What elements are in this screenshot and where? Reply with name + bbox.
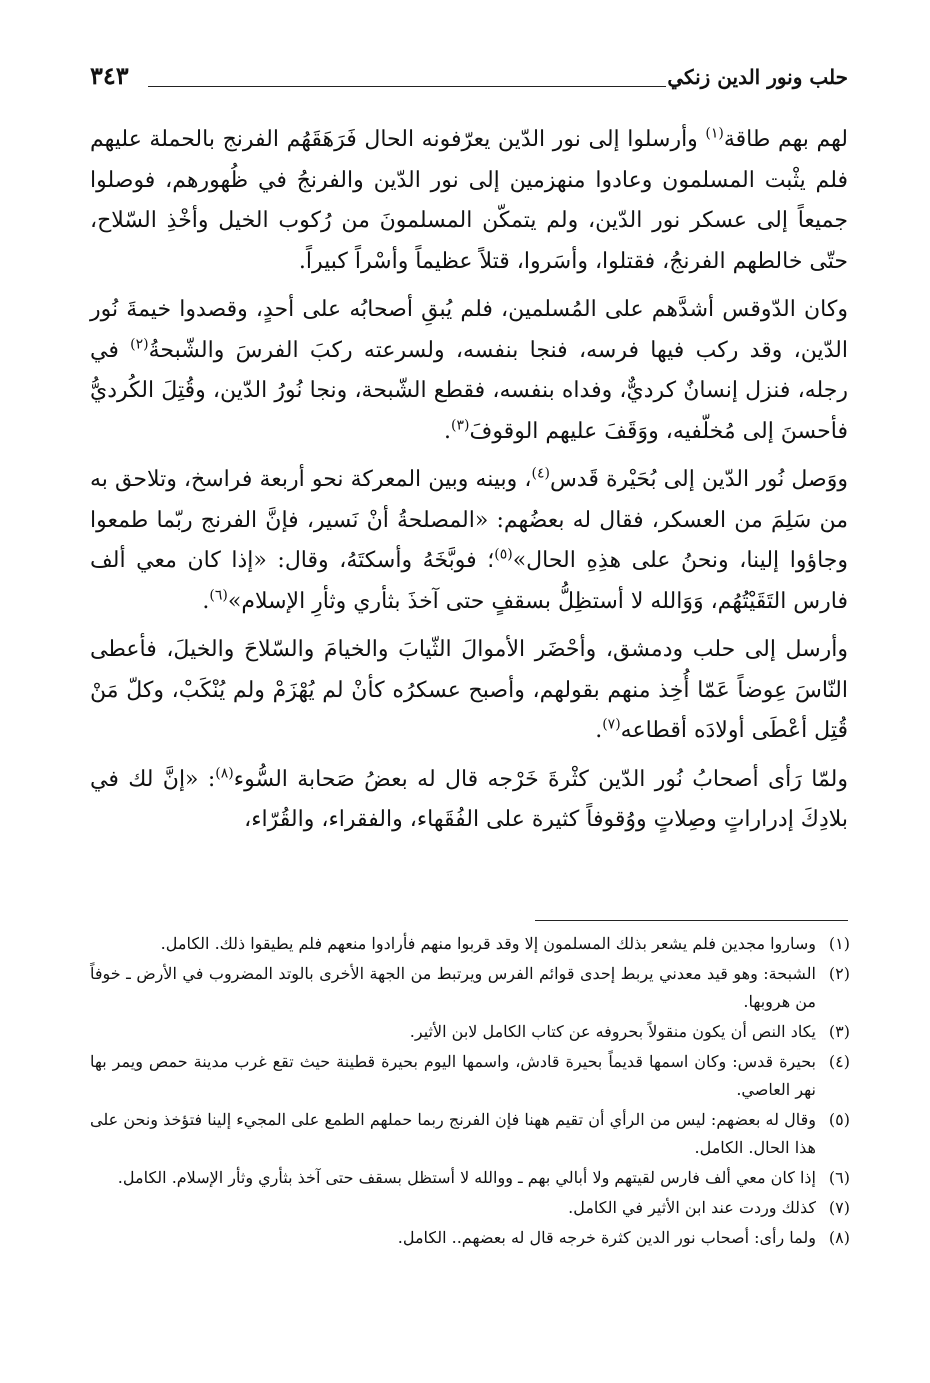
paragraph [90, 460, 848, 622]
footnote-text: وقال له بعضهم: ليس من الرأي أن تقيم ههنا فإن الفرنج ربما حملهم الطمع على المجيء إلينا فتؤخذ ونحن على هذا الحال. الكامل. [90, 1110, 816, 1157]
paragraph-text: ؛ فوبَّخَهُ وأسكتَهُ، وقال: «إذا كان معي ألف فارس التَقَيْتُهُم، وَوَالله لا أستظِلُّ بسقفٍ حتى آخذَ بثأري وثأرِ الإسلام» [90, 548, 848, 614]
footnote [90, 1048, 850, 1104]
paragraph-text: وأرسل إلى حلب ودمشق، وأحْضَر الأموالَ الثّيابَ والخيامَ والسّلاحَ والخيلَ، فأعطى النّاسَ عِوضاً عَمّا أُخِذ منهم بقولهم، وأصبح عسكرُه كأنْ لم يُهْزَمْ ولم يُنْكَبْ، وكلّ مَنْ قُتِل أعْطَى أولادَه أقطاعه [90, 637, 848, 743]
footnote-text: وساروا مجدين فلم يشعر بذلك المسلمون إلا وقد قربوا منهم فأرادوا منعهم فلم يطيقوا ذلك. الكامل. [160, 934, 816, 953]
footnotes [90, 930, 850, 1254]
running-title: حلب ونور الدين زنكي [667, 65, 848, 89]
footnote-text: بحيرة قدس: وكان اسمها قديماً بحيرة قادش، واسمها اليوم بحيرة قطينة حيث تقع غرب مدينة حمص ويمر بها نهر العاصي. [90, 1052, 816, 1099]
header-rule [148, 86, 666, 87]
footnote-number: (٧) [828, 1198, 850, 1217]
footnote-reference: (٢) [130, 336, 149, 353]
paragraph-text: ، وبينه وبين المعركة نحو أربعة فراسخ، وتلاحق به من سَلِمَ من العسكر، فقال له بعضُهم: «المصلحةُ أنْ نَسير، فإنَّ الفرنج ربّما طمعوا وجاؤوا إلينا، ونحنُ على هذِهِ الحال» [90, 467, 848, 573]
paragraph-text: في رجله، فنزل إنسانٌ كرديٌّ، وفداه بنفسه، فقطع الشّبحة، ونجا نُورُ الدّين، وقُتِلَ الكُرديُّ فأحسنَ إلى مُخلّفيه، ووَقَفَ عليهم الوقوفَ [90, 337, 848, 444]
footnote-reference: (٦) [209, 587, 228, 604]
paragraph-text: : «إنَّ لك في بلادِكَ إدراراتٍ وصِلاتٍ ووُقوفاً كثيرة على الفُقَهاء، والفقراء، والقُرّاء، [90, 766, 848, 832]
footnote [90, 1164, 850, 1192]
running-header [90, 62, 848, 98]
footnote [90, 960, 850, 1016]
paragraph [90, 290, 848, 452]
footnote-number: (١) [828, 934, 850, 953]
footnote-reference: (١) [705, 125, 724, 142]
paragraph [90, 120, 848, 282]
footnote-text: الشبحة: وهو قيد معدني يربط إحدى قوائم الفرس ويرتبط من الجهة الأخرى بالوتد المضروب في الأرض ـ خوفاً من هروبها. [90, 964, 817, 1011]
page-number: ٣٤٣ [90, 61, 129, 90]
footnote [90, 1194, 850, 1222]
footnote-reference: (٥) [494, 546, 513, 563]
footnote [90, 930, 850, 958]
paragraph-text: ووَصل نُور الدّين إلى بُحَيْرة قَدس [549, 467, 848, 492]
paragraph-text: ولمّا رَأى أصحابُ نُور الدّين كثْرةَ خَرْجه قال له بعضُ صَحابة السُّوء [233, 766, 849, 792]
paragraph [90, 760, 848, 841]
paragraph [90, 630, 848, 752]
footnote-text: ولما رأى: أصحاب نور الدين كثرة خرجه قال له بعضهم.. الكامل. [397, 1228, 816, 1247]
footnote-number: (٨) [828, 1228, 850, 1247]
paragraph-text: لهم بهم طاقة [723, 127, 848, 152]
paragraph-text: وأرسلوا إلى نور الدّين يعرّفونه الحال فَرَهَقَهُم الفرنج بالحملة عليهم فلم يثْبت المسلمون وعادوا منهزمين إلى نور الدّين والفرنجُ في ظُهورهم، فوصلوا جميعاً إلى عسكر نور الدّين، ولم يتمكّن المسلمونَ من رُكوب الخيل وأخْذِ السّلاح، حتّى خالطهم الفرنجُ، فقتلوا، وأسَروا، قتلاً عظيماً وأسْراً كبيراً. [90, 127, 848, 274]
footnote-separator [535, 920, 848, 921]
footnote-number: (٦) [828, 1168, 850, 1187]
footnote [90, 1018, 850, 1046]
paragraph-text: . [444, 418, 452, 444]
footnote-text: يكاد النص أن يكون منقولاً بحروفه عن كتاب الكامل لابن الأثير. [409, 1022, 816, 1041]
paragraph-text: . [595, 718, 603, 743]
footnote-reference: (٣) [451, 417, 470, 434]
footnote-reference: (٤) [531, 465, 550, 482]
paragraph-text: وكان الدّوقس أشدَّهم على المُسلمين، فلم يُبقِ أصحابُه على أحدٍ، وقصدوا خيمةَ نُور الدّين، وقد ركب فيها فرسه، فنجا بنفسه، ولسرعته ركبَ الفرسَ والشّبحةُ [90, 297, 848, 363]
footnote-number: (٢) [828, 964, 850, 983]
footnote-number: (٣) [828, 1022, 850, 1041]
footnote-text: إذا كان معي ألف فارس لقيتهم ولا أبالي بهم ـ ووالله لا أستظل بسقف حتى آخذ بثأري وثأر الإسلام. الكامل. [117, 1168, 816, 1187]
footnote-text: كذلك وردت عند ابن الأثير في الكامل. [568, 1198, 816, 1217]
main-text [90, 120, 848, 849]
footnote-reference: (٨) [215, 765, 234, 782]
footnote-number: (٥) [828, 1110, 850, 1129]
footnote-number: (٤) [828, 1052, 850, 1071]
footnote-reference: (٧) [602, 716, 621, 733]
paragraph-text: . [202, 588, 210, 614]
footnote [90, 1224, 850, 1252]
footnote [90, 1106, 850, 1162]
